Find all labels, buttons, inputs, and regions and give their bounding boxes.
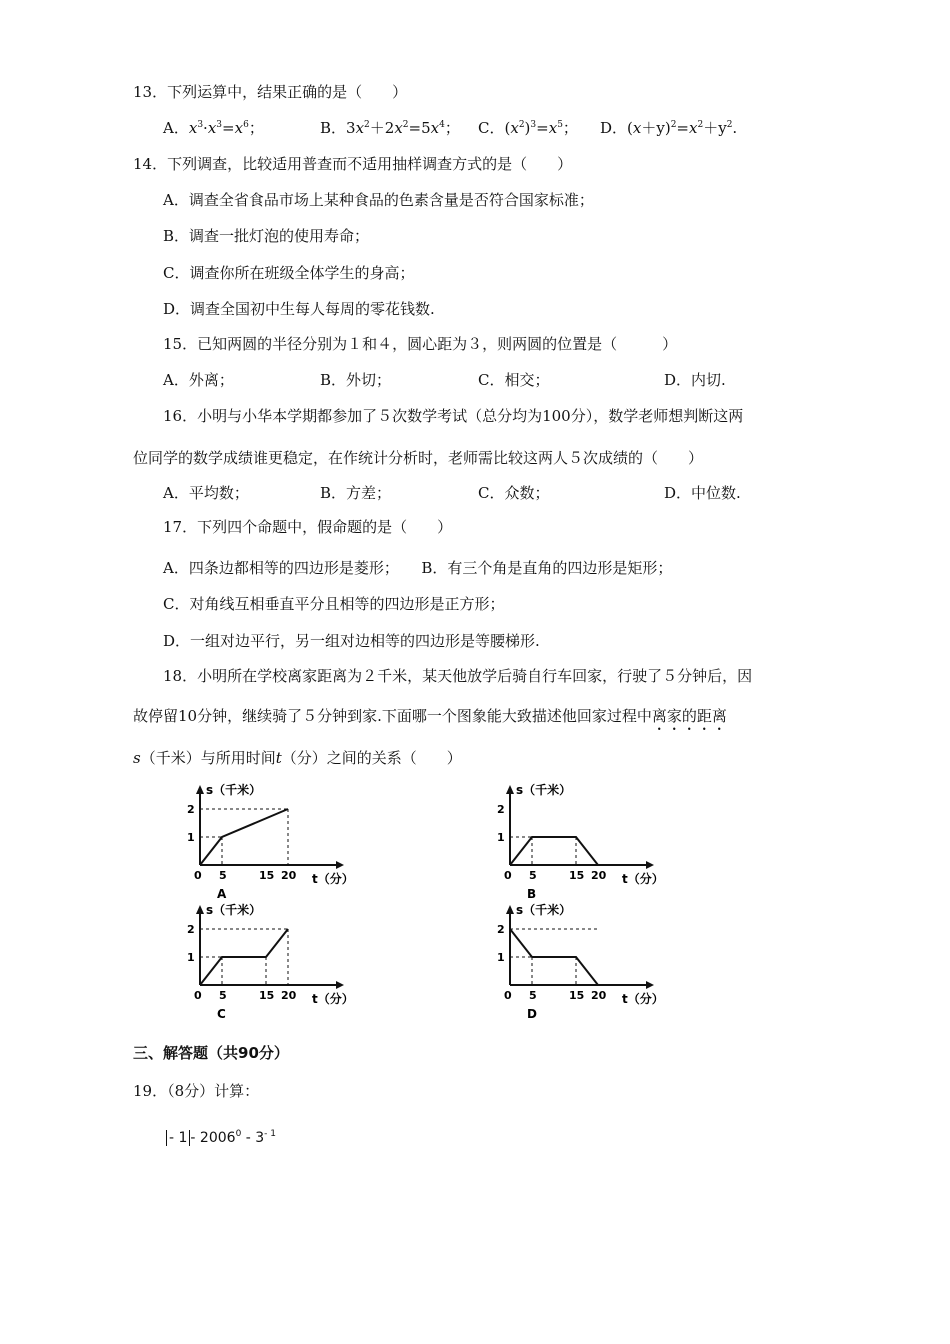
absolute-value: - 1 bbox=[166, 1130, 190, 1146]
q13-option-d: D．$(x+y)^2=x^2+y^2$. bbox=[600, 119, 738, 137]
x-axis-arrow bbox=[336, 981, 344, 989]
q15-option-c: C．相交； bbox=[478, 371, 550, 389]
q16-stem-line2: 位同学的数学成绩谁更稳定，在作统计分析时，老师需比较这两人５次成绩的（ ） bbox=[133, 449, 704, 467]
panel-label: D bbox=[527, 1007, 537, 1021]
x-tick-label: 5 bbox=[219, 869, 227, 882]
x-tick-label: 20 bbox=[281, 869, 297, 882]
x-axis-arrow bbox=[646, 981, 654, 989]
graph-line bbox=[510, 837, 598, 865]
origin-label: 0 bbox=[504, 869, 512, 882]
graph-c bbox=[178, 900, 368, 1025]
graph-b bbox=[488, 780, 678, 905]
q13-option-a: A．$x^3\cdot x^3=x^6$； bbox=[163, 119, 264, 137]
emphasis-text: 离家的距离 bbox=[651, 707, 727, 725]
y-tick-label: 2 bbox=[187, 923, 195, 936]
q14-option-b: B．调查一批灯泡的使用寿命； bbox=[163, 227, 370, 245]
origin-label: 0 bbox=[194, 869, 202, 882]
q13-stem: 13．下列运算中，结果正确的是（ ） bbox=[133, 83, 408, 101]
x-axis-label: t（分） bbox=[312, 872, 354, 886]
y-axis-arrow bbox=[196, 785, 204, 794]
q18-stem-line2: 故停留10分钟，继续骑了５分钟到家.下面哪一个图象能大致描述他回家过程中离家的距离 bbox=[133, 707, 727, 725]
origin-label: 0 bbox=[504, 989, 512, 1002]
q16-stem-line1: 16．小明与小华本学期都参加了５次数学考试（总分均为100分），数学老师想判断这两 bbox=[163, 407, 744, 425]
y-axis-arrow bbox=[196, 905, 204, 914]
y-tick-label: 1 bbox=[187, 951, 195, 964]
q16-option-a: A．平均数； bbox=[163, 484, 249, 502]
y-tick-label: 2 bbox=[187, 803, 195, 816]
q15-option-d: D．内切. bbox=[664, 371, 726, 389]
q18-stem-line3: s（千米）与所用时间t（分）之间的关系（ ） bbox=[133, 749, 462, 767]
q13-option-b: B．$3x^2+2x^2=5x^4$； bbox=[320, 119, 460, 137]
q15-option-b: B．外切； bbox=[320, 371, 392, 389]
x-axis-label: t（分） bbox=[622, 872, 664, 886]
x-tick-label: 20 bbox=[591, 869, 607, 882]
x-axis-arrow bbox=[646, 861, 654, 869]
q19-stem: 19．（8分）计算： bbox=[133, 1082, 260, 1100]
q19-expression: - $1 - 2006^0 - 3^{- 1}$ bbox=[166, 1128, 276, 1148]
y-tick-label: 2 bbox=[497, 923, 505, 936]
x-tick-label: 5 bbox=[529, 989, 537, 1002]
q16-option-d: D．中位数. bbox=[664, 484, 741, 502]
q14-option-c: C．调查你所在班级全体学生的身高； bbox=[163, 264, 415, 282]
q14-option-d: D．调查全国初中生每人每周的零花钱数. bbox=[163, 300, 435, 318]
x-axis-label: t（分） bbox=[312, 992, 354, 1006]
q15-option-a: A．外离； bbox=[163, 371, 234, 389]
y-axis-label: s（千米） bbox=[516, 783, 572, 797]
section-title: 三、解答题（共90分） bbox=[133, 1044, 289, 1062]
y-tick-label: 1 bbox=[497, 831, 505, 844]
graph-a bbox=[178, 780, 368, 905]
y-axis-arrow bbox=[506, 905, 514, 914]
q13-option-c: C．$(x^2)^3=x^5$； bbox=[478, 119, 578, 137]
q16-option-c: C．众数； bbox=[478, 484, 550, 502]
x-tick-label: 20 bbox=[281, 989, 297, 1002]
y-axis-label: s（千米） bbox=[516, 903, 572, 917]
graph-d bbox=[488, 900, 678, 1025]
panel-label: B bbox=[527, 887, 537, 901]
q16-option-b: B．方差； bbox=[320, 484, 392, 502]
y-axis-label: s（千米） bbox=[206, 783, 262, 797]
origin-label: 0 bbox=[194, 989, 202, 1002]
x-tick-label: 5 bbox=[529, 869, 537, 882]
x-tick-label: 20 bbox=[591, 989, 607, 1002]
y-axis-arrow bbox=[506, 785, 514, 794]
q15-stem: 15．已知两圆的半径分别为１和４，圆心距为３，则两圆的位置是（ ） bbox=[163, 335, 678, 353]
y-axis-label: s（千米） bbox=[206, 903, 262, 917]
x-tick-label: 15 bbox=[569, 869, 585, 882]
q17-option-d: D．一组对边平行，另一组对边相等的四边形是等腰梯形. bbox=[163, 632, 540, 650]
panel-label: A bbox=[217, 887, 227, 901]
x-axis-arrow bbox=[336, 861, 344, 869]
q17-option-c: C．对角线互相垂直平分且相等的四边形是正方形； bbox=[163, 595, 505, 613]
x-tick-label: 15 bbox=[259, 869, 275, 882]
q17-stem: 17．下列四个命题中，假命题的是（ ） bbox=[163, 518, 453, 536]
panel-label: C bbox=[217, 1007, 226, 1021]
x-tick-label: 5 bbox=[219, 989, 227, 1002]
q14-stem: 14．下列调查，比较适用普查而不适用抽样调查方式的是（ ） bbox=[133, 155, 573, 173]
y-tick-label: 2 bbox=[497, 803, 505, 816]
q14-option-a: A．调查全省食品市场上某种食品的色素含量是否符合国家标准； bbox=[163, 191, 594, 209]
y-tick-label: 1 bbox=[187, 831, 195, 844]
y-tick-label: 1 bbox=[497, 951, 505, 964]
x-tick-label: 15 bbox=[259, 989, 275, 1002]
x-axis-label: t（分） bbox=[622, 992, 664, 1006]
q18-stem-line1: 18．小明所在学校离家距离为２千米，某天他放学后骑自行车回家，行驶了５分钟后，因 bbox=[163, 667, 753, 685]
q17-option-ab: A．四条边都相等的四边形是菱形； B．有三个角是直角的四边形是矩形； bbox=[163, 559, 673, 577]
x-tick-label: 15 bbox=[569, 989, 585, 1002]
